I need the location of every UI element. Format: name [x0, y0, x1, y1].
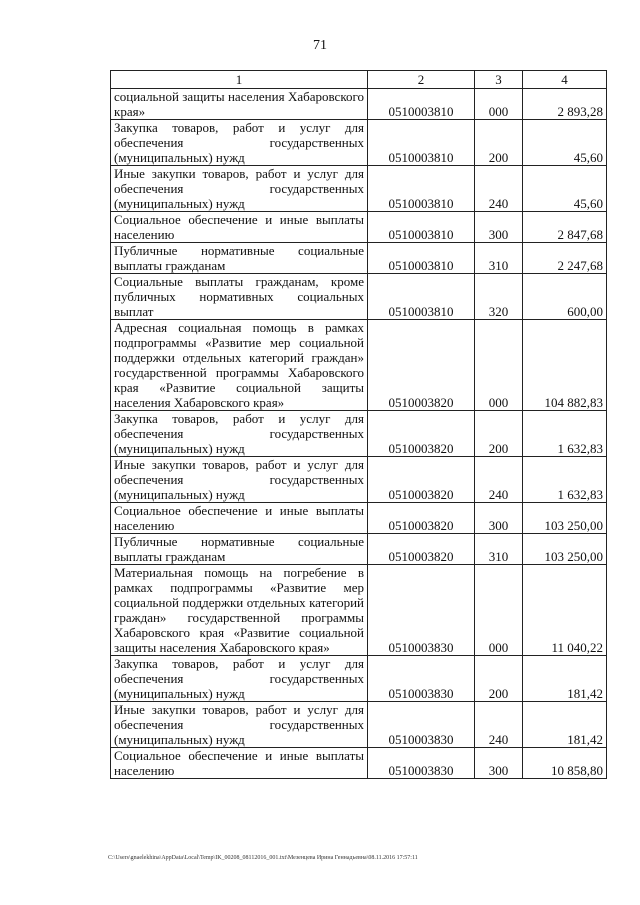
- table-row: [111, 411, 607, 457]
- page-number: 71: [313, 38, 327, 53]
- row-amount: 1 632,83: [523, 457, 607, 503]
- table-row: [111, 120, 607, 166]
- row-type: 300: [475, 212, 523, 243]
- row-code: 0510003830: [368, 748, 475, 779]
- row-amount: 2 247,68: [523, 243, 607, 274]
- row-name: Социальные выплаты гражданам, кроме публичных нормативных социальных выплат: [111, 274, 368, 320]
- row-code: 0510003830: [368, 702, 475, 748]
- row-code: 0510003810: [368, 274, 475, 320]
- row-amount: 600,00: [523, 274, 607, 320]
- row-amount: 10 858,80: [523, 748, 607, 779]
- table-row: [111, 748, 607, 779]
- table-header-row: [111, 71, 607, 89]
- row-type: 200: [475, 411, 523, 457]
- row-type: 300: [475, 748, 523, 779]
- row-code: 0510003820: [368, 503, 475, 534]
- row-name: Закупка товаров, работ и услуг для обеспечения государственных (муниципальных) нужд: [111, 656, 368, 702]
- row-type: 000: [475, 320, 523, 411]
- row-type: 200: [475, 120, 523, 166]
- row-amount: 1 632,83: [523, 411, 607, 457]
- row-code: 0510003810: [368, 89, 475, 120]
- row-code: 0510003820: [368, 320, 475, 411]
- budget-table: [110, 70, 607, 779]
- header-col-2: 2: [368, 71, 475, 89]
- row-code: 0510003810: [368, 243, 475, 274]
- row-amount: 2 847,68: [523, 212, 607, 243]
- row-type: 240: [475, 166, 523, 212]
- row-amount: 103 250,00: [523, 534, 607, 565]
- row-code: 0510003810: [368, 120, 475, 166]
- table-row: [111, 457, 607, 503]
- row-amount: 45,60: [523, 166, 607, 212]
- row-name: Публичные нормативные социальные выплаты гражданам: [111, 243, 368, 274]
- row-code: 0510003820: [368, 534, 475, 565]
- row-amount: 45,60: [523, 120, 607, 166]
- row-name: Иные закупки товаров, работ и услуг для обеспечения государственных (муниципальных) нужд: [111, 702, 368, 748]
- row-name: социальной защиты населения Хабаровского края»: [111, 89, 368, 120]
- row-code: 0510003830: [368, 565, 475, 656]
- table-row: [111, 534, 607, 565]
- table-row: [111, 702, 607, 748]
- row-amount: 181,42: [523, 656, 607, 702]
- row-type: 000: [475, 565, 523, 656]
- table-row: [111, 656, 607, 702]
- row-type: 240: [475, 457, 523, 503]
- row-amount: 181,42: [523, 702, 607, 748]
- footer-file-path: C:\Users\gnaelekhina\AppData\Local\Temp\IK_00208_08112016_001.txt\Мезенцева Ирина Геннадьевна\08.11.2016 17:57:11: [108, 855, 418, 861]
- row-amount: 104 882,83: [523, 320, 607, 411]
- table-row: [111, 89, 607, 120]
- header-col-1: 1: [111, 71, 368, 89]
- row-type: 310: [475, 534, 523, 565]
- row-name: Иные закупки товаров, работ и услуг для обеспечения государственных (муниципальных) нужд: [111, 166, 368, 212]
- row-code: 0510003810: [368, 212, 475, 243]
- row-type: 310: [475, 243, 523, 274]
- row-amount: 11 040,22: [523, 565, 607, 656]
- row-name: Социальное обеспечение и иные выплаты населению: [111, 748, 368, 779]
- header-col-4: 4: [523, 71, 607, 89]
- row-name: Закупка товаров, работ и услуг для обеспечения государственных (муниципальных) нужд: [111, 120, 368, 166]
- row-type: 240: [475, 702, 523, 748]
- row-name: Закупка товаров, работ и услуг для обеспечения государственных (муниципальных) нужд: [111, 411, 368, 457]
- row-name: Социальное обеспечение и иные выплаты населению: [111, 503, 368, 534]
- table-row: [111, 274, 607, 320]
- table-row: [111, 320, 607, 411]
- table-row: [111, 565, 607, 656]
- row-code: 0510003820: [368, 411, 475, 457]
- header-col-3: 3: [475, 71, 523, 89]
- row-amount: 103 250,00: [523, 503, 607, 534]
- table-row: [111, 503, 607, 534]
- row-type: 000: [475, 89, 523, 120]
- row-type: 320: [475, 274, 523, 320]
- row-code: 0510003810: [368, 166, 475, 212]
- table-body: [111, 89, 607, 779]
- row-type: 200: [475, 656, 523, 702]
- row-code: 0510003830: [368, 656, 475, 702]
- row-type: 300: [475, 503, 523, 534]
- row-amount: 2 893,28: [523, 89, 607, 120]
- row-name: Материальная помощь на погребение в рамках подпрограммы «Развитие мер социальной поддержки отдельных категорий граждан» государственной программы Хабаровского края «Развитие социальной защиты населения Хабаровского края»: [111, 565, 368, 656]
- row-name: Иные закупки товаров, работ и услуг для обеспечения государственных (муниципальных) нужд: [111, 457, 368, 503]
- table-row: [111, 243, 607, 274]
- table-row: [111, 212, 607, 243]
- row-code: 0510003820: [368, 457, 475, 503]
- row-name: Адресная социальная помощь в рамках подпрограммы «Развитие мер социальной поддержки отдельных категорий граждан» государственной программы Хабаровского края «Развитие социальной защиты населения Хабаровского края»: [111, 320, 368, 411]
- row-name: Социальное обеспечение и иные выплаты населению: [111, 212, 368, 243]
- row-name: Публичные нормативные социальные выплаты гражданам: [111, 534, 368, 565]
- table-row: [111, 166, 607, 212]
